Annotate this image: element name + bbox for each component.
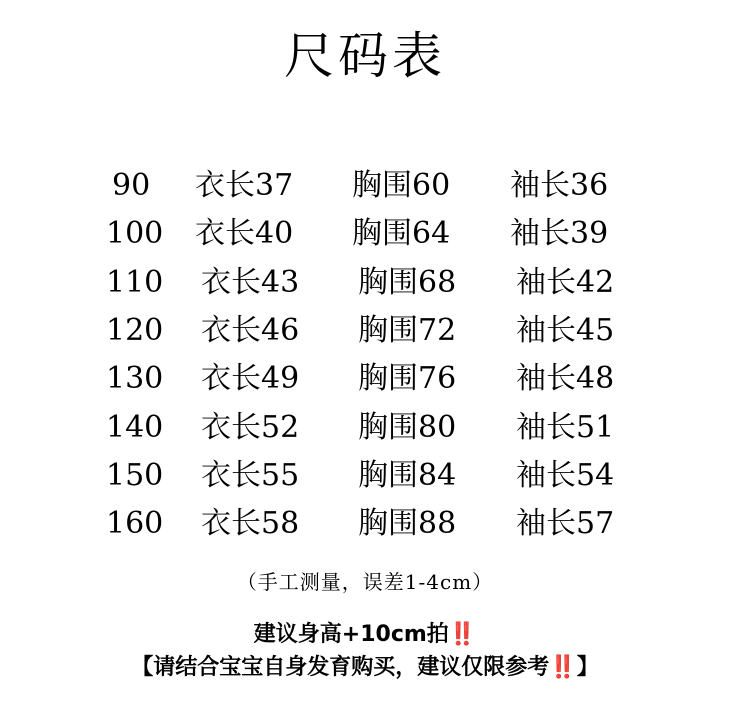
size-row <box>0 500 730 548</box>
size-cell: 150 <box>106 457 164 493</box>
size-row <box>0 404 730 452</box>
chest-cell: 胸围60 <box>352 168 451 203</box>
sleeve-cell: 袖长39 <box>510 216 609 252</box>
sleeve-cell: 袖长54 <box>516 457 615 493</box>
chest-cell: 胸围88 <box>358 506 457 542</box>
length-cell: 衣长43 <box>201 264 300 300</box>
size-row <box>0 210 730 258</box>
sleeve-cell: 袖长45 <box>516 312 615 348</box>
size-row <box>0 259 730 307</box>
double-exclamation-icon: ‼️ <box>448 622 477 647</box>
sleeve-cell: 袖长42 <box>516 264 615 300</box>
size-cell: 110 <box>106 264 164 300</box>
length-cell: 衣长52 <box>201 409 300 445</box>
size-cell: 160 <box>106 506 164 542</box>
height-advice-text: 建议身高+10cm拍 <box>253 622 449 647</box>
length-cell: 衣长55 <box>201 457 300 493</box>
size-cell: 130 <box>106 361 164 397</box>
sleeve-cell: 袖长48 <box>516 361 615 397</box>
purchase-advice-close: 】 <box>576 655 599 680</box>
size-row <box>0 452 730 500</box>
size-row <box>0 355 730 403</box>
chest-cell: 胸围68 <box>358 264 457 300</box>
sleeve-cell: 袖长36 <box>510 168 609 203</box>
sleeve-cell: 袖长51 <box>516 409 615 445</box>
chest-cell: 胸围84 <box>358 457 457 493</box>
length-cell: 衣长40 <box>195 216 294 252</box>
size-row <box>0 162 730 210</box>
size-cell: 90 <box>112 168 151 203</box>
length-cell: 衣长37 <box>195 168 294 203</box>
chest-cell: 胸围72 <box>358 312 457 348</box>
page-title: 尺码表 <box>284 27 446 85</box>
double-exclamation-icon: ‼️ <box>549 655 577 680</box>
chest-cell: 胸围64 <box>352 216 451 252</box>
size-cell: 140 <box>106 409 164 445</box>
chest-cell: 胸围76 <box>358 361 457 397</box>
chest-cell: 胸围80 <box>358 409 457 445</box>
size-cell: 100 <box>106 216 164 252</box>
purchase-advice-text: 【请结合宝宝自身发育购买，建议仅限参考 <box>131 655 550 680</box>
size-row <box>0 307 730 355</box>
measure-note: （手工测量，误差1-4cm） <box>236 570 494 594</box>
size-cell: 120 <box>106 312 164 348</box>
purchase-advice <box>0 650 730 681</box>
length-cell: 衣长58 <box>201 506 300 542</box>
length-cell: 衣长46 <box>201 312 300 348</box>
height-advice <box>0 617 730 648</box>
sleeve-cell: 袖长57 <box>516 506 615 542</box>
length-cell: 衣长49 <box>201 361 300 397</box>
